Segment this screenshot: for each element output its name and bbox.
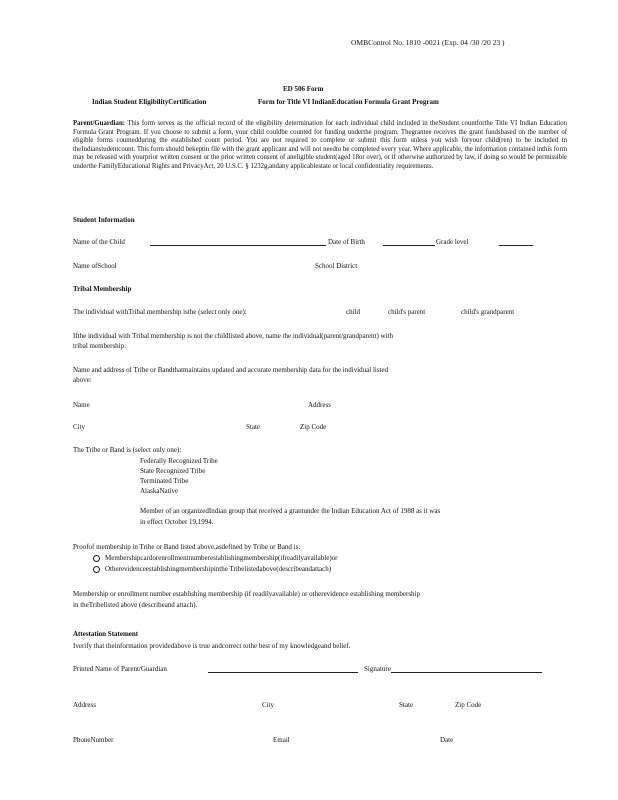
- proof-prompt: Proofof membership in Tribe or Band listed above,asdefined by Tribe or Band is:: [73, 543, 301, 551]
- proof-option-other-label: Otherevidenceestablishingmembershipinthe Tribelistedabove(describeandattach): [105, 565, 332, 573]
- option-child[interactable]: child: [346, 308, 360, 316]
- membership-select-prompt: The individual withTribal membership isthe (select only one):: [73, 308, 247, 316]
- radio-icon[interactable]: [93, 555, 100, 562]
- tribal-membership-heading: Tribal Membership: [73, 285, 132, 293]
- proof-option-card[interactable]: [93, 554, 337, 562]
- tribe-address-label: Address: [308, 401, 331, 409]
- tribe-name-address-line1: Name and address of Tribe or Bandthatmaintains updated and accurate membership data for the individual listed: [73, 366, 389, 374]
- proof-option-other[interactable]: [93, 565, 331, 573]
- if-not-child-line1: Ifthe individual with Tribal membership is not the childlisted above, name the individual(parent/grandparent) with: [73, 332, 393, 340]
- option-organized-group-line1[interactable]: Member of an organizedIndian group that received a grantunder the Indian Education Act of 1988 as it was: [140, 507, 441, 515]
- intro-label: Parent/Guardian:: [73, 120, 125, 127]
- intro-text: This form serves as the official record of the eligibility determination for each individual child included in theStudent countforthe Title VI Indian Education Formula Grant Program. If you choose to submit a form, your child couldbe counted for funding underthe program. Thegrantee receives the grant fundsbased on the number of eligible forms countedduring the established count period. You are not required to complete or submit this form unless you wish foryour child(ren) to be included in theIndianstudentcount. This form should bekeptin file with the grant applicant and will not needto be completed every year. Where applicable, the information contained inthis form may be released with yourprior written consent or the prior written consent of aneligible student(aged 18or over), or if otherwise authorized by law, if doing so would be permissible underthe FamilyEducational Rights and PrivacyAct, 20 U.S.C. § 1232g,andany applicablestate or local confidentiality requirements.: [73, 120, 567, 170]
- date-label: Date: [440, 736, 454, 744]
- grade-field[interactable]: [499, 245, 533, 246]
- dob-field[interactable]: [383, 245, 435, 246]
- attestation-heading: Attestation Statement: [73, 630, 139, 638]
- parent-address-label: Address: [73, 701, 96, 709]
- tribe-band-prompt: The Tribe or Band is (select only one):: [73, 446, 182, 454]
- child-name-field[interactable]: [150, 245, 326, 246]
- child-name-label: Name of the Child: [73, 238, 125, 246]
- option-alaska-native[interactable]: AlaskaNative: [140, 487, 179, 495]
- proof-option-card-label: Membershipcardorenrollmentnumberestablishingmembership(ifreadilyavailable)or: [105, 554, 338, 562]
- tribe-city-label: City: [73, 423, 86, 431]
- option-terminated[interactable]: Terminated Tribe: [140, 477, 189, 485]
- option-state-recognized[interactable]: State Recognized Tribe: [140, 467, 206, 475]
- grade-label: Grade level: [436, 238, 469, 246]
- form-title-right: Form for Title VI IndianEducation Formula Grant Program: [258, 98, 439, 106]
- parent-zip-label: Zip Code: [455, 701, 482, 709]
- student-info-heading: Student Information: [73, 216, 135, 224]
- option-organized-group-line2: in effect October 19,1994.: [140, 518, 214, 526]
- parent-state-label: State: [399, 701, 413, 709]
- printed-name-field[interactable]: [208, 672, 358, 673]
- omb-control-number: OMBControl No. 1810 -0021 (Exp. 04 /30 /20 23 ): [351, 38, 505, 47]
- email-label: Email: [273, 736, 290, 744]
- tribe-zip-label: Zip Code: [300, 423, 327, 431]
- option-federally-recognized[interactable]: Federally Recognized Tribe: [140, 457, 218, 465]
- signature-label: Signature: [364, 665, 391, 673]
- dob-label: Date of Birth: [328, 238, 365, 246]
- printed-name-label: Printed Name of Parent/Guardian: [73, 665, 167, 673]
- membership-number-line1: Membership or enrollment number establishing membership (if readilyavailable) or otherevidence establishing membership: [73, 590, 420, 598]
- intro-paragraph: [73, 120, 567, 172]
- school-district-label: School District: [315, 262, 358, 270]
- option-childs-parent[interactable]: child's parent: [388, 308, 426, 316]
- tribe-name-address-line2: above:: [73, 376, 92, 384]
- school-name-label: Name ofSchool: [73, 262, 117, 270]
- form-number: ED 506 Form: [283, 85, 324, 93]
- phone-label: PhoneNumber: [73, 736, 114, 744]
- signature-field[interactable]: [391, 672, 542, 673]
- membership-number-line2: in theTribelisted above (describeand attach).: [73, 601, 198, 609]
- option-childs-grandparent[interactable]: child's grandparent: [461, 308, 515, 316]
- tribe-name-label: Name: [73, 401, 90, 409]
- attestation-text: Iverify that theinformation providedabove is true andcorrect tothe best of my knowledgeand belief.: [73, 642, 351, 650]
- radio-icon[interactable]: [93, 566, 100, 573]
- tribe-type-options: [140, 456, 218, 496]
- tribe-state-label: State: [246, 423, 260, 431]
- parent-city-label: City: [262, 701, 275, 709]
- if-not-child-line2: tribal membership:: [73, 342, 127, 350]
- form-title-left: Indian Student EligibilityCertification: [92, 98, 207, 106]
